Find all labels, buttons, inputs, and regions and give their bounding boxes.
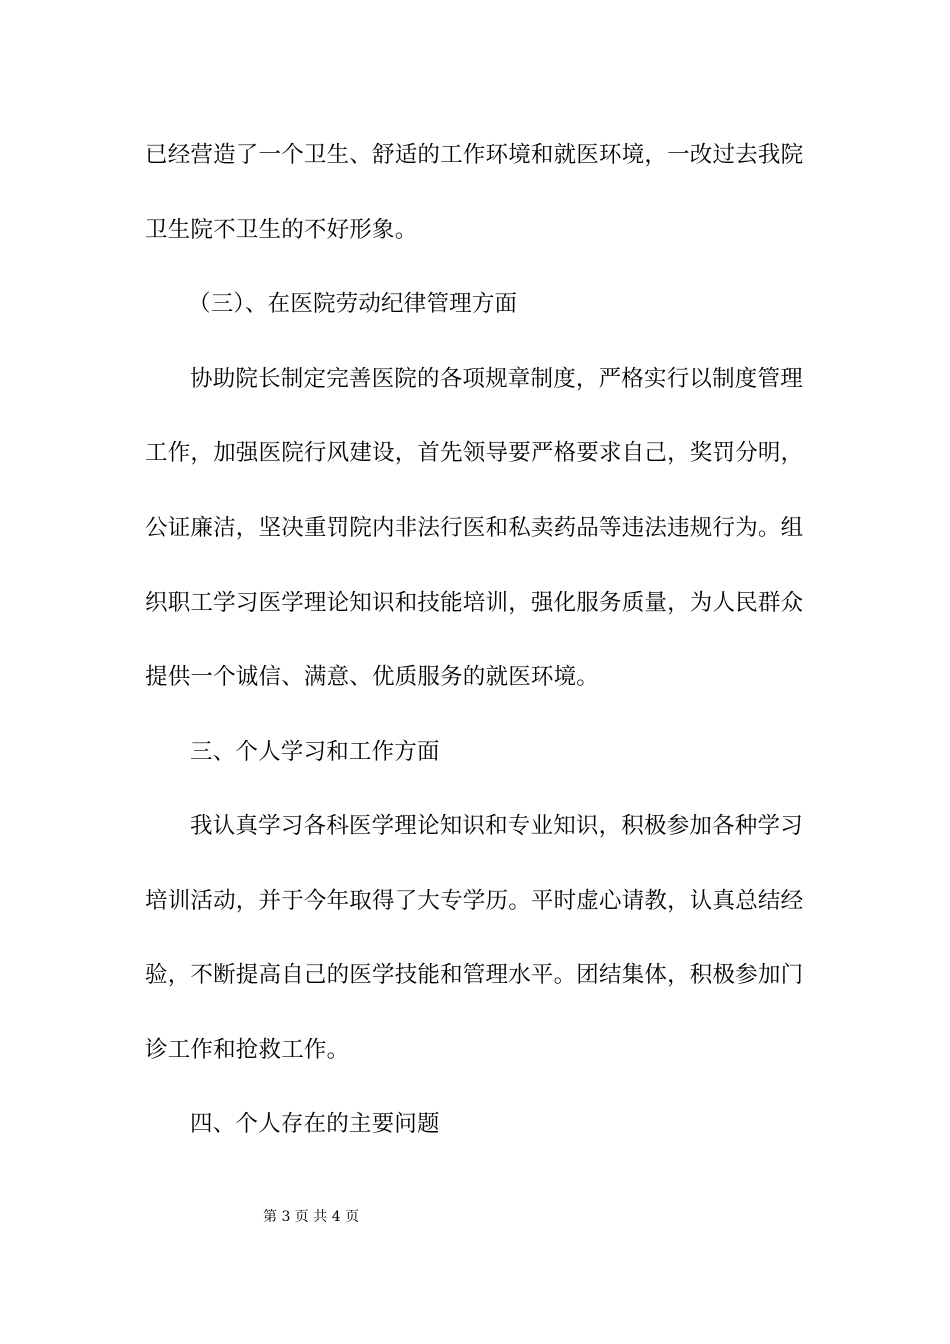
section-heading: （三）、在医院劳动纪律管理方面: [188, 291, 518, 317]
body-text-line: 验，不断提高自己的医学技能和管理水平。团结集体，积极参加门: [145, 962, 804, 988]
body-text-line: 诊工作和抢救工作。: [145, 1037, 350, 1063]
paragraph-first-line: 协助院长制定完善医院的各项规章制度，严格实行以制度管理: [190, 366, 803, 392]
body-text-line: 卫生院不卫生的不好形象。: [145, 217, 418, 243]
paragraph-first-line: 我认真学习各科医学理论知识和专业知识，积极参加各种学习: [190, 813, 803, 839]
section-heading: 四、个人存在的主要问题: [190, 1111, 440, 1137]
page-footer: [0, 1208, 950, 1226]
body-text-line: 工作，加强医院行风建设，首先领导要严格要求自己，奖罚分明，: [145, 440, 804, 466]
body-text-line: 织职工学习医学理论知识和技能培训，强化服务质量，为人民群众: [145, 590, 804, 616]
body-text-line: 培训活动，并于今年取得了大专学历。平时虚心请教，认真总结经: [145, 888, 804, 914]
body-text-line: 已经营造了一个卫生、舒适的工作环境和就医环境，一改过去我院: [145, 142, 804, 168]
body-text-line: 公证廉洁，坚决重罚院内非法行医和私卖药品等违法违规行为。组: [145, 515, 804, 541]
body-text-line: 提供一个诚信、满意、优质服务的就医环境。: [145, 664, 600, 690]
page-number-label: 第 3 页 共 4 页: [263, 1209, 360, 1225]
section-heading: 三、个人学习和工作方面: [190, 739, 440, 765]
